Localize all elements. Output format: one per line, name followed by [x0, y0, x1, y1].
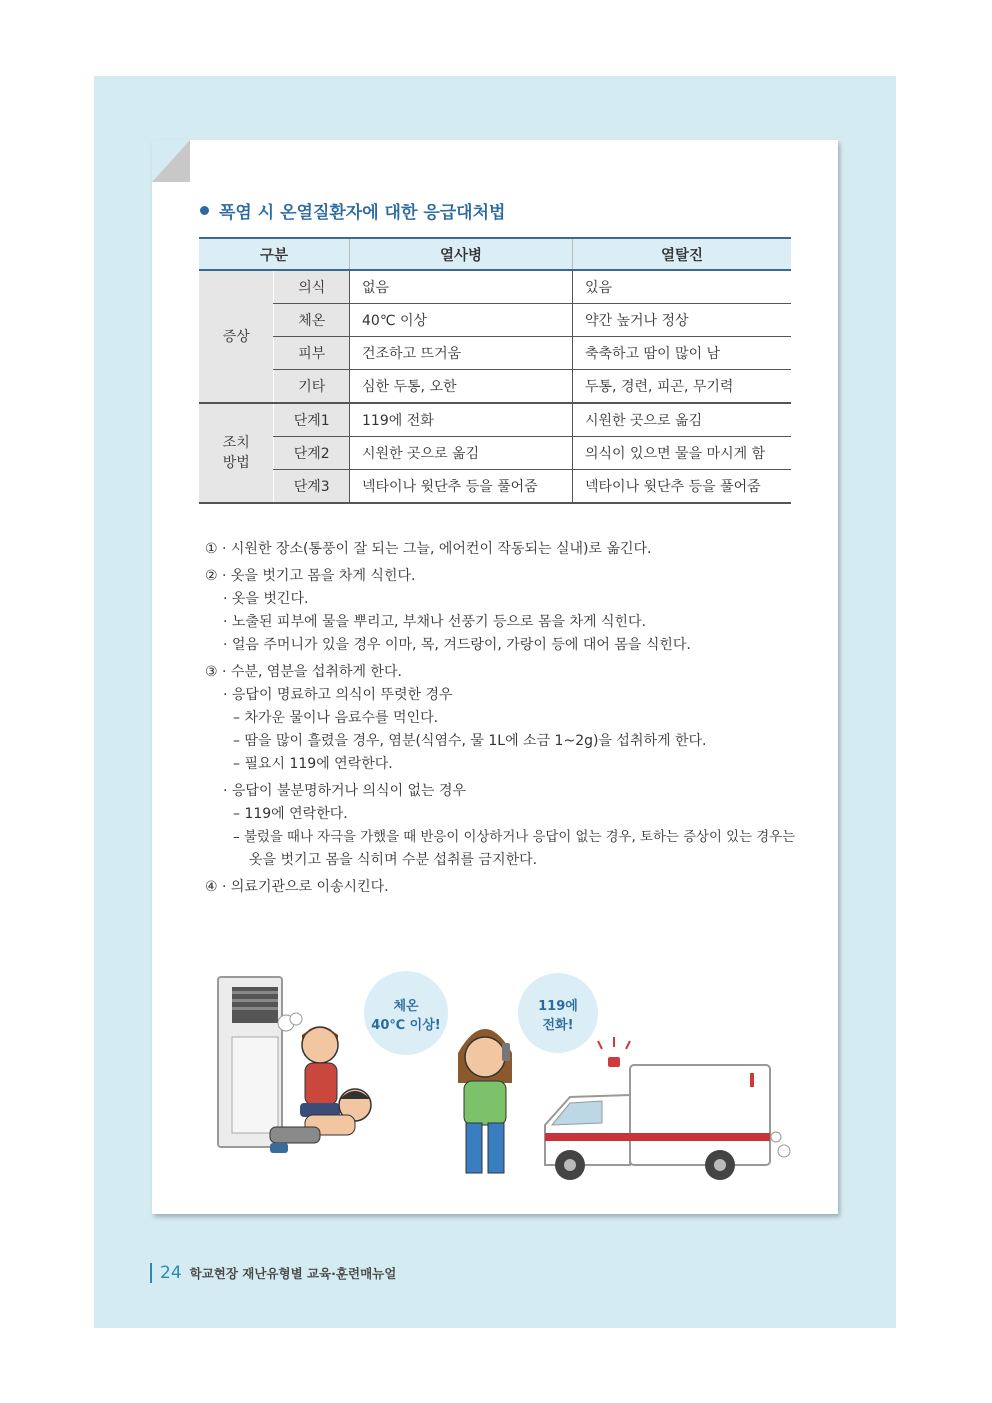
- table-row: [199, 304, 791, 337]
- air-conditioner-icon: [218, 977, 302, 1147]
- rescuer-icon: [300, 1027, 340, 1117]
- step-sub-line: · 노출된 피부에 물을 뿌리고, 부채나 선풍기 등으로 몸을 차게 식힌다.: [223, 614, 646, 630]
- book-title: 학교현장 재난유형별 교육·훈련매뉴얼: [189, 1266, 397, 1281]
- table-row: [199, 337, 791, 370]
- step-sub-line: · 얼음 주머니가 있을 경우 이마, 목, 겨드랑이, 가랑이 등에 대어 몸을 식힌다.: [223, 637, 691, 653]
- table-header-row: [199, 238, 791, 270]
- table-row: [199, 370, 791, 404]
- bubble-temp-line1: 체온: [393, 999, 419, 1014]
- heatstroke-cell: 심한 두통, 오한: [350, 370, 573, 404]
- step-detail-line: – 119에 연락한다.: [233, 806, 348, 822]
- step-detail-line: – 차가운 물이나 음료수를 먹인다.: [233, 710, 439, 726]
- bubble-temp-line2: 40℃ 이상!: [371, 1018, 441, 1033]
- exhaustion-cell: 있음: [573, 270, 792, 304]
- heatstroke-cell: 없음: [350, 270, 573, 304]
- footer-divider: [150, 1263, 152, 1283]
- row-item: 단계3: [274, 470, 350, 504]
- heatstroke-cell: 건조하고 뜨거움: [350, 337, 573, 370]
- heatstroke-cell: 119에 전화: [350, 403, 573, 437]
- table-row: [199, 403, 791, 437]
- body-temp-bubble: [364, 971, 448, 1055]
- first-aid-table: [199, 237, 791, 504]
- first-aid-illustration: [210, 965, 800, 1185]
- heatstroke-cell: 넥타이나 윗단추 등을 풀어줌: [350, 470, 573, 504]
- row-item: 체온: [274, 304, 350, 337]
- heatstroke-cell: 40℃ 이상: [350, 304, 573, 337]
- step-line: ② · 옷을 벗기고 몸을 차게 식힌다.: [205, 568, 416, 584]
- table-row: [199, 270, 791, 304]
- step-detail-line: 옷을 벗기고 몸을 식히며 수분 섭취를 금지한다.: [249, 852, 538, 868]
- table-row: [199, 470, 791, 504]
- step-detail-line: – 불렀을 때나 자극을 가했을 때 반응이 이상하거나 응답이 없는 경우, 토하는 증상이 있는 경우는: [233, 830, 796, 845]
- exhaustion-cell: 축축하고 땀이 많이 남: [573, 337, 792, 370]
- row-item: 단계2: [274, 437, 350, 470]
- row-item: 의식: [274, 270, 350, 304]
- header-heatstroke: 열사병: [350, 238, 573, 270]
- header-category: 구분: [199, 238, 350, 270]
- page-footer: [150, 1263, 396, 1283]
- step-sub-line: · 옷을 벗긴다.: [223, 591, 309, 607]
- step-line: ④ · 의료기관으로 이송시킨다.: [205, 879, 389, 895]
- exhaustion-cell: 약간 높거나 정상: [573, 304, 792, 337]
- heatstroke-cell: 시원한 곳으로 옮김: [350, 437, 573, 470]
- group-label-line: 조치: [222, 435, 250, 451]
- step-detail-line: – 땀을 많이 흘렸을 경우, 염분(식염수, 물 1L에 소금 1~2g)을 섭취하게 한다.: [233, 733, 707, 749]
- bullet-icon: [200, 206, 209, 215]
- caller-icon: [458, 1029, 512, 1173]
- page-number: 24: [160, 1263, 182, 1283]
- step-line: ① · 시원한 장소(통풍이 잘 되는 그늘, 에어컨이 작동되는 실내)로 옮긴다.: [205, 541, 652, 557]
- row-item: 기타: [274, 370, 350, 404]
- page-fold-shadow: [152, 140, 190, 182]
- table-row: [199, 437, 791, 470]
- exhaustion-cell: 의식이 있으면 물을 마시게 함: [573, 437, 792, 470]
- bubble-call-line1: 119에: [538, 999, 578, 1014]
- row-item: 단계1: [274, 403, 350, 437]
- header-heat-exhaustion: 열탈진: [573, 238, 792, 270]
- exhaustion-cell: 두통, 경련, 피곤, 무기력: [573, 370, 792, 404]
- step-line: ③ · 수분, 염분을 섭취하게 한다.: [205, 664, 402, 680]
- group-label-line: 방법: [222, 455, 250, 471]
- call-119-bubble: [518, 973, 598, 1053]
- bubble-call-line2: 전화!: [542, 1018, 574, 1033]
- step-detail-line: – 필요시 119에 연락한다.: [233, 756, 393, 772]
- exhaustion-cell: 시원한 곳으로 옮김: [573, 403, 792, 437]
- section-heading: [200, 198, 505, 223]
- step-sub-line: · 응답이 불분명하거나 의식이 없는 경우: [223, 783, 467, 799]
- row-item: 피부: [274, 337, 350, 370]
- group-label-measures: [199, 403, 274, 503]
- ambulance-icon: [545, 1037, 790, 1180]
- exhaustion-cell: 넥타이나 윗단추 등을 풀어줌: [573, 470, 792, 504]
- step-sub-line: · 응답이 명료하고 의식이 뚜렷한 경우: [223, 687, 453, 703]
- section-title: 폭염 시 온열질환자에 대한 응급대처법: [219, 203, 506, 223]
- first-aid-steps: [205, 538, 805, 899]
- group-label-symptoms: 증상: [199, 270, 274, 403]
